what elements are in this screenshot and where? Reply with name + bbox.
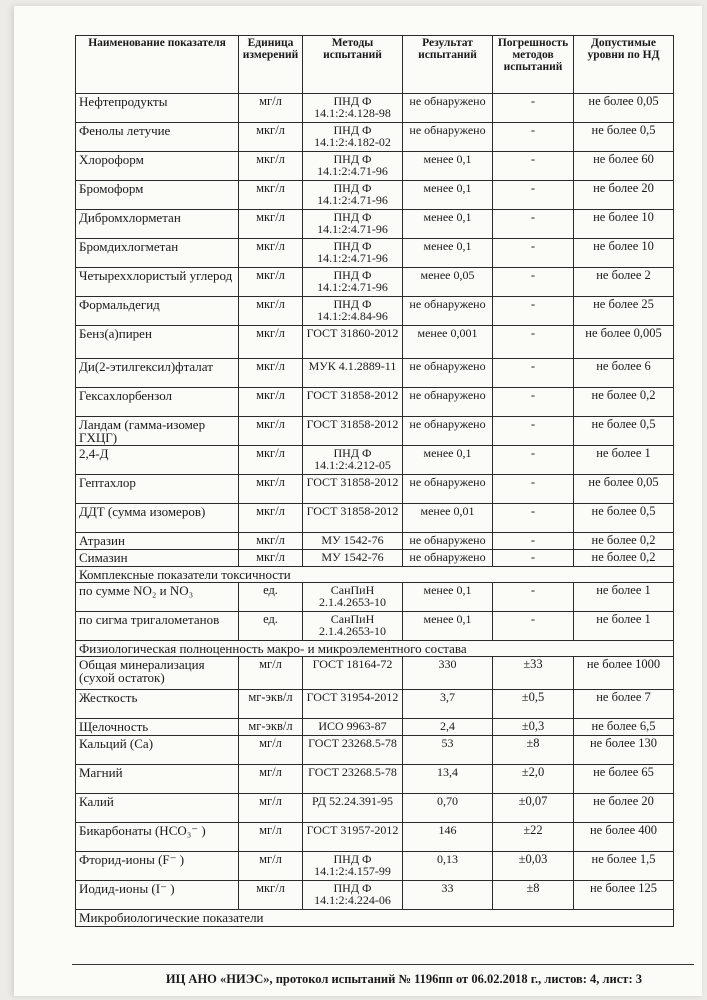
table-row [76,533,674,550]
indicator-name: Бенз(а)пирен [76,326,239,359]
result-cell: 53 [403,736,493,765]
table-row [76,612,674,641]
error-cell: - [493,297,574,326]
indicator-name: Общая минерализация (сухой остаток) [76,657,239,690]
table-row [76,657,674,690]
indicator-name: Хлороформ [76,152,239,181]
unit-cell: мг/л [239,765,303,794]
result-cell: менее 0,1 [403,181,493,210]
method-cell: ГОСТ 31957-2012 [303,823,403,852]
unit-cell: мкг/л [239,359,303,388]
table-header-row [76,36,674,94]
result-cell: не обнаружено [403,475,493,504]
indicator-name: Бикарбонаты (HCO₃⁻ ) [76,823,239,852]
method-cell: ГОСТ 31858-2012 [303,388,403,417]
error-cell: - [493,533,574,550]
result-cell: не обнаружено [403,533,493,550]
header-error: Погрешность методов испытаний [493,36,574,94]
indicator-name: по сумме NO₂ и NO₃ [76,583,239,612]
unit-cell: мкг/л [239,446,303,475]
unit-cell: мкг/л [239,123,303,152]
unit-cell: мкг/л [239,210,303,239]
indicator-name: Магний [76,765,239,794]
unit-cell: мг/л [239,794,303,823]
result-cell: 146 [403,823,493,852]
indicator-name: Жесткость [76,690,239,719]
method-cell: СанПиН 2.1.4.2653-10 [303,612,403,641]
unit-cell: мг/л [239,852,303,881]
indicator-name: Дибромхлорметан [76,210,239,239]
norm-cell: не более 0,05 [574,475,674,504]
method-cell: ПНД Ф 14.1:2:4.128-98 [303,94,403,123]
table-row [76,123,674,152]
norm-cell: не более 400 [574,823,674,852]
method-cell: ГОСТ 31858-2012 [303,417,403,446]
error-cell: ±0,07 [493,794,574,823]
table-row [76,94,674,123]
table-row [76,388,674,417]
error-cell: ±33 [493,657,574,690]
section-row [76,567,674,583]
unit-cell: мг/л [239,94,303,123]
method-cell: МУ 1542-76 [303,550,403,567]
method-cell: ПНД Ф 14.1:2:4.224-06 [303,881,403,910]
table-row [76,583,674,612]
result-cell: менее 0,1 [403,612,493,641]
norm-cell: не более 0,05 [574,94,674,123]
unit-cell: мг/л [239,657,303,690]
section-row [76,910,674,927]
method-cell: ПНД Ф 14.1:2:4.71-96 [303,239,403,268]
table-row [76,823,674,852]
error-cell: - [493,152,574,181]
indicator-name: Атразин [76,533,239,550]
section-label: Микробиологические показатели [76,910,674,927]
error-cell: ±22 [493,823,574,852]
unit-cell: мкг/л [239,152,303,181]
method-cell: МУ 1542-76 [303,533,403,550]
method-cell: ГОСТ 23268.5-78 [303,765,403,794]
result-cell: менее 0,001 [403,326,493,359]
method-cell: ПНД Ф 14.1:2:4.71-96 [303,268,403,297]
header-name: Наименование показателя [76,36,239,94]
result-cell: не обнаружено [403,297,493,326]
norm-cell: не более 1,5 [574,852,674,881]
norm-cell: не более 6 [574,359,674,388]
indicator-name: Иодид-ионы (I⁻ ) [76,881,239,910]
indicator-name: Кальций (Са) [76,736,239,765]
table-row [76,550,674,567]
method-cell: ПНД Ф 14.1:2:4.71-96 [303,210,403,239]
indicator-name: ДДТ (сумма изомеров) [76,504,239,533]
error-cell: - [493,388,574,417]
table-row [76,297,674,326]
method-cell: ПНД Ф 14.1:2:4.182-02 [303,123,403,152]
method-cell: ПНД Ф 14.1:2:4.212-05 [303,446,403,475]
test-results-table [75,35,674,927]
indicator-name: Формальдегид [76,297,239,326]
indicator-name: 2,4-Д [76,446,239,475]
table-row [76,181,674,210]
indicator-name: Четыреххлористый углерод [76,268,239,297]
norm-cell: не более 1000 [574,657,674,690]
norm-cell: не более 0,5 [574,504,674,533]
method-cell: ГОСТ 31860-2012 [303,326,403,359]
unit-cell: ед. [239,612,303,641]
footer-divider [72,964,694,965]
error-cell: - [493,239,574,268]
table-row [76,326,674,359]
norm-cell: не более 25 [574,297,674,326]
indicator-name: Нефтепродукты [76,94,239,123]
norm-cell: не более 0,2 [574,388,674,417]
unit-cell: мг-экв/л [239,719,303,736]
result-cell: менее 0,1 [403,583,493,612]
unit-cell: мкг/л [239,550,303,567]
norm-cell: не более 0,2 [574,533,674,550]
result-cell: 13,4 [403,765,493,794]
table-row [76,359,674,388]
error-cell: - [493,417,574,446]
section-row [76,641,674,657]
unit-cell: мкг/л [239,268,303,297]
error-cell: - [493,446,574,475]
table-row [76,417,674,446]
error-cell: - [493,612,574,641]
section-label: Комплексные показатели токсичности [76,567,674,583]
error-cell: - [493,504,574,533]
norm-cell: не более 65 [574,765,674,794]
header-norm: Допустимые уровни по НД [574,36,674,94]
method-cell: ИСО 9963-87 [303,719,403,736]
indicator-name: по сигма тригалометанов [76,612,239,641]
unit-cell: мкг/л [239,475,303,504]
norm-cell: не более 0,5 [574,417,674,446]
error-cell: - [493,94,574,123]
header-method: Методы испытаний [303,36,403,94]
indicator-name: Гексахлорбензол [76,388,239,417]
error-cell: - [493,475,574,504]
result-cell: 0,70 [403,794,493,823]
unit-cell: мкг/л [239,533,303,550]
method-cell: ГОСТ 23268.5-78 [303,736,403,765]
result-cell: 330 [403,657,493,690]
header-result: Результат испытаний [403,36,493,94]
table-row [76,736,674,765]
indicator-name: Бромдихлогметан [76,239,239,268]
indicator-name: Гептахлор [76,475,239,504]
norm-cell: не более 1 [574,583,674,612]
norm-cell: не более 0,005 [574,326,674,359]
unit-cell: мг/л [239,736,303,765]
result-cell: 2,4 [403,719,493,736]
error-cell: - [493,268,574,297]
norm-cell: не более 130 [574,736,674,765]
norm-cell: не более 1 [574,612,674,641]
table-row [76,268,674,297]
table-row [76,852,674,881]
method-cell: ПНД Ф 14.1:2:4.84-96 [303,297,403,326]
section-label: Физиологическая полноценность макро- и микроэлементного состава [76,641,674,657]
table-row [76,504,674,533]
norm-cell: не более 2 [574,268,674,297]
error-cell: - [493,210,574,239]
norm-cell: не более 0,2 [574,550,674,567]
unit-cell: мг/л [239,823,303,852]
indicator-name: Фторид-ионы (F⁻ ) [76,852,239,881]
unit-cell: мкг/л [239,881,303,910]
table-row [76,152,674,181]
result-cell: не обнаружено [403,417,493,446]
error-cell: - [493,550,574,567]
result-cell: не обнаружено [403,388,493,417]
norm-cell: не более 6,5 [574,719,674,736]
method-cell: СанПиН 2.1.4.2653-10 [303,583,403,612]
table-row [76,765,674,794]
unit-cell: мкг/л [239,417,303,446]
norm-cell: не более 20 [574,794,674,823]
table-row [76,794,674,823]
table-row [76,210,674,239]
error-cell: ±0,3 [493,719,574,736]
result-cell: 33 [403,881,493,910]
error-cell: ±0,5 [493,690,574,719]
norm-cell: не более 10 [574,239,674,268]
indicator-name: Бромоформ [76,181,239,210]
unit-cell: мкг/л [239,181,303,210]
unit-cell: мкг/л [239,297,303,326]
norm-cell: не более 7 [574,690,674,719]
error-cell: - [493,123,574,152]
result-cell: менее 0,05 [403,268,493,297]
unit-cell: мкг/л [239,239,303,268]
error-cell: ±2,0 [493,765,574,794]
method-cell: ГОСТ 18164-72 [303,657,403,690]
result-cell: менее 0,01 [403,504,493,533]
unit-cell: мкг/л [239,388,303,417]
result-cell: менее 0,1 [403,446,493,475]
indicator-name: Щелочность [76,719,239,736]
norm-cell: не более 125 [574,881,674,910]
indicator-name: Симазин [76,550,239,567]
error-cell: ±0,03 [493,852,574,881]
norm-cell: не более 1 [574,446,674,475]
error-cell: - [493,583,574,612]
method-cell: ПНД Ф 14.1:2:4.71-96 [303,181,403,210]
method-cell: ПНД Ф 14.1:2:4.157-99 [303,852,403,881]
unit-cell: мг-экв/л [239,690,303,719]
result-cell: не обнаружено [403,123,493,152]
table-row [76,446,674,475]
result-cell: не обнаружено [403,94,493,123]
document-page [14,6,702,996]
table-row [76,239,674,268]
result-cell: не обнаружено [403,550,493,567]
indicator-name: Фенолы летучие [76,123,239,152]
method-cell: ПНД Ф 14.1:2:4.71-96 [303,152,403,181]
result-cell: не обнаружено [403,359,493,388]
error-cell: - [493,326,574,359]
indicator-name: Ландам (гамма-изомер ГХЦГ) [76,417,239,446]
result-cell: менее 0,1 [403,239,493,268]
norm-cell: не более 10 [574,210,674,239]
error-cell: - [493,181,574,210]
result-cell: 0,13 [403,852,493,881]
error-cell: - [493,359,574,388]
result-cell: 3,7 [403,690,493,719]
norm-cell: не более 20 [574,181,674,210]
norm-cell: не более 60 [574,152,674,181]
unit-cell: ед. [239,583,303,612]
table-row [76,719,674,736]
method-cell: РД 52.24.391-95 [303,794,403,823]
indicator-name: Ди(2-этилгексил)фталат [76,359,239,388]
result-cell: менее 0,1 [403,210,493,239]
table-row [76,690,674,719]
method-cell: МУК 4.1.2889-11 [303,359,403,388]
error-cell: ±8 [493,736,574,765]
table-row [76,475,674,504]
header-unit: Единица измерений [239,36,303,94]
method-cell: ГОСТ 31858-2012 [303,475,403,504]
unit-cell: мкг/л [239,504,303,533]
unit-cell: мкг/л [239,326,303,359]
method-cell: ГОСТ 31858-2012 [303,504,403,533]
method-cell: ГОСТ 31954-2012 [303,690,403,719]
indicator-name: Калий [76,794,239,823]
error-cell: ±8 [493,881,574,910]
protocol-footer: ИЦ АНО «НИЭС», протокол испытаний № 1196пп от 06.02.2018 г., листов: 4, лист: 3 [165,972,642,986]
norm-cell: не более 0,5 [574,123,674,152]
result-cell: менее 0,1 [403,152,493,181]
table-row [76,881,674,910]
